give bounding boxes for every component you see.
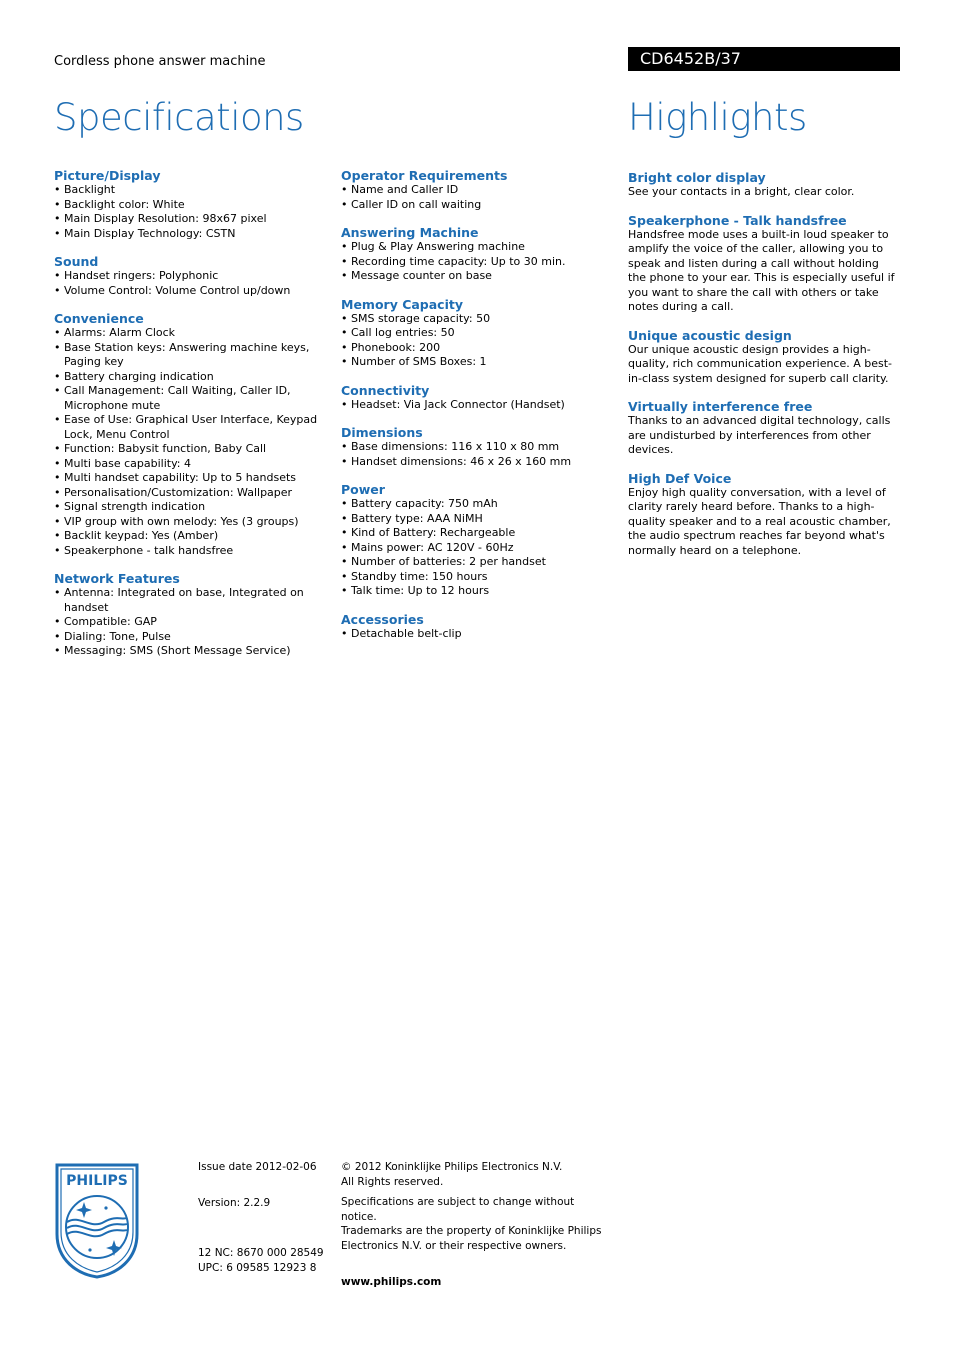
spec-item: • Signal strength indication (54, 500, 329, 515)
highlight-title-virtually-interference-free: Virtually interference free (628, 399, 813, 414)
section-heading-dimensions: Dimensions (341, 425, 423, 440)
spec-list (54, 269, 329, 298)
section-heading-accessories: Accessories (341, 611, 424, 627)
spec-item: • Battery type: AAA NiMH (341, 512, 601, 527)
spec-item: • Messaging: SMS (Short Message Service) (54, 644, 329, 659)
section-heading-memory-capacity: Memory Capacity (341, 296, 464, 312)
philips-shield-icon (54, 1162, 140, 1279)
website-link[interactable]: www.philips.com (341, 1276, 442, 1288)
spec-item: • Recording time capacity: Up to 30 min. (341, 255, 601, 270)
spec-item: • Speakerphone - talk handsfree (54, 544, 329, 559)
footer-meta (198, 1160, 328, 1275)
spec-list (341, 240, 601, 284)
spec-item: • Backlight color: White (54, 198, 329, 213)
copyright-line-2: All Rights reserved. (341, 1175, 444, 1188)
spec-item: • Talk time: Up to 12 hours (341, 584, 601, 599)
section-heading-answering-machine: Answering Machine (341, 225, 479, 240)
highlights-column (628, 170, 900, 558)
spec-item: • Ease of Use: Graphical User Interface, Keypad Lock, Menu Control (54, 413, 329, 442)
notice-line-2: Trademarks are the property of Koninklijke Philips (341, 1225, 602, 1237)
spec-item: • Caller ID on call waiting (341, 198, 601, 213)
spec-item: • SMS storage capacity: 50 (341, 312, 601, 327)
spec-list (341, 627, 601, 642)
spec-item: • Handset ringers: Polyphonic (54, 269, 329, 284)
spec-list (54, 586, 329, 659)
copyright-line-1: © 2012 Koninklijke Philips Electronics N.V. (341, 1161, 563, 1173)
spec-item: • Number of batteries: 2 per handset (341, 555, 601, 570)
issue-date: Issue date 2012-02-06 (198, 1161, 317, 1173)
spec-item: • Battery capacity: 750 mAh (341, 497, 601, 512)
spec-item: • Base Station keys: Answering machine keys, Paging key (54, 341, 329, 370)
section-heading-connectivity: Connectivity (341, 382, 430, 398)
highlight-text: Handsfree mode uses a built-in loud speaker to amplify the voice of the caller, allowing you to speak and listen during a call without holding the phone to your ear. This is especially useful if you want to share the call with others or take notes during a call. (628, 227, 895, 313)
upc-code: UPC: 6 09585 12923 8 (198, 1261, 317, 1274)
specifications-title: Specifications (54, 96, 304, 139)
section-heading-network-features: Network Features (54, 571, 180, 586)
spec-item: • Detachable belt-clip (341, 627, 601, 642)
section-heading-convenience: Convenience (54, 311, 144, 326)
nc-code: 12 NC: 8670 000 28549 (198, 1247, 324, 1259)
product-category: Cordless phone answer machine (54, 54, 266, 69)
spec-item: • Alarms: Alarm Clock (54, 326, 329, 341)
highlight-title-high-def-voice: High Def Voice (628, 470, 732, 486)
spec-item: • Handset dimensions: 46 x 26 x 160 mm (341, 455, 601, 470)
spec-item: • Personalisation/Customization: Wallpaper (54, 486, 329, 501)
spec-item: • Antenna: Integrated on base, Integrated on handset (54, 586, 329, 615)
philips-wordmark: PHILIPS (66, 1173, 128, 1189)
highlight-text: Thanks to an advanced digital technology, calls are undisturbed by interferences from other devices. (628, 414, 891, 456)
spec-item: • Kind of Battery: Rechargeable (341, 526, 601, 541)
version: Version: 2.2.9 (198, 1196, 271, 1209)
spec-item: • Phonebook: 200 (341, 341, 601, 356)
spec-item: • Main Display Resolution: 98x67 pixel (54, 212, 329, 227)
highlights-title: Highlights (628, 96, 807, 139)
spec-item: • Number of SMS Boxes: 1 (341, 355, 601, 370)
notice-line-3: Electronics N.V. or their respective owners. (341, 1239, 567, 1252)
spec-item: • Backlight (54, 183, 329, 198)
spec-list (341, 497, 601, 599)
highlight-title-unique-acoustic-design: Unique acoustic design (628, 327, 792, 343)
spec-column-1 (54, 168, 329, 659)
section-heading-power: Power (341, 482, 385, 497)
spec-item: • Call log entries: 50 (341, 326, 601, 341)
spec-item: • Multi base capability: 4 (54, 457, 329, 472)
spec-list (341, 398, 601, 413)
spec-item: • Headset: Via Jack Connector (Handset) (341, 398, 601, 413)
spec-item: • Message counter on base (341, 269, 601, 284)
spec-list (54, 326, 329, 558)
spec-item: • Multi handset capability: Up to 5 handsets (54, 471, 329, 486)
spec-item: • Function: Babysit function, Baby Call (54, 442, 329, 457)
section-heading-sound: Sound (54, 254, 99, 269)
notice-line-1: Specifications are subject to change without notice. (341, 1196, 575, 1223)
spec-list (54, 183, 329, 241)
spec-item: • Main Display Technology: CSTN (54, 227, 329, 242)
highlight-text: Enjoy high quality conversation, with a level of clarity rarely heard before. Thanks to a high-quality speaker and to a real acoustic chamber, the audio spectrum reaches far beyond what's normally heard on a telephone. (628, 485, 891, 557)
section-heading-picture-display: Picture/Display (54, 168, 161, 183)
model-number: CD6452B/37 (628, 47, 900, 71)
spec-item: • Call Management: Call Waiting, Caller ID, Microphone mute (54, 384, 329, 413)
spec-list (341, 183, 601, 212)
spec-item: • Mains power: AC 120V - 60Hz (341, 541, 601, 556)
spec-item: • Name and Caller ID (341, 183, 601, 198)
spec-item: • Plug & Play Answering machine (341, 240, 601, 255)
highlight-title-speakerphone-talk-handsfree: Speakerphone - Talk handsfree (628, 212, 847, 228)
spec-item: • Dialing: Tone, Pulse (54, 630, 329, 645)
spec-item: • Backlit keypad: Yes (Amber) (54, 529, 329, 544)
highlight-title-bright-color-display: Bright color display (628, 170, 766, 185)
spec-list (341, 440, 601, 469)
spec-item: • Standby time: 150 hours (341, 570, 601, 585)
footer-legal (341, 1160, 611, 1290)
spec-item: • VIP group with own melody: Yes (3 groups) (54, 515, 329, 530)
spec-item: • Base dimensions: 116 x 110 x 80 mm (341, 440, 601, 455)
highlight-text: See your contacts in a bright, clear color. (628, 185, 855, 198)
highlight-text: Our unique acoustic design provides a high-quality, rich communication experience. A best-in-class system designed for superb call clarity. (628, 342, 893, 385)
spec-column-2 (341, 168, 601, 641)
spec-list (341, 312, 601, 370)
spec-item: • Volume Control: Volume Control up/down (54, 284, 329, 299)
philips-logo (54, 1162, 140, 1279)
spec-item: • Battery charging indication (54, 370, 329, 385)
section-heading-operator-requirements: Operator Requirements (341, 168, 508, 183)
spec-item: • Compatible: GAP (54, 615, 329, 630)
